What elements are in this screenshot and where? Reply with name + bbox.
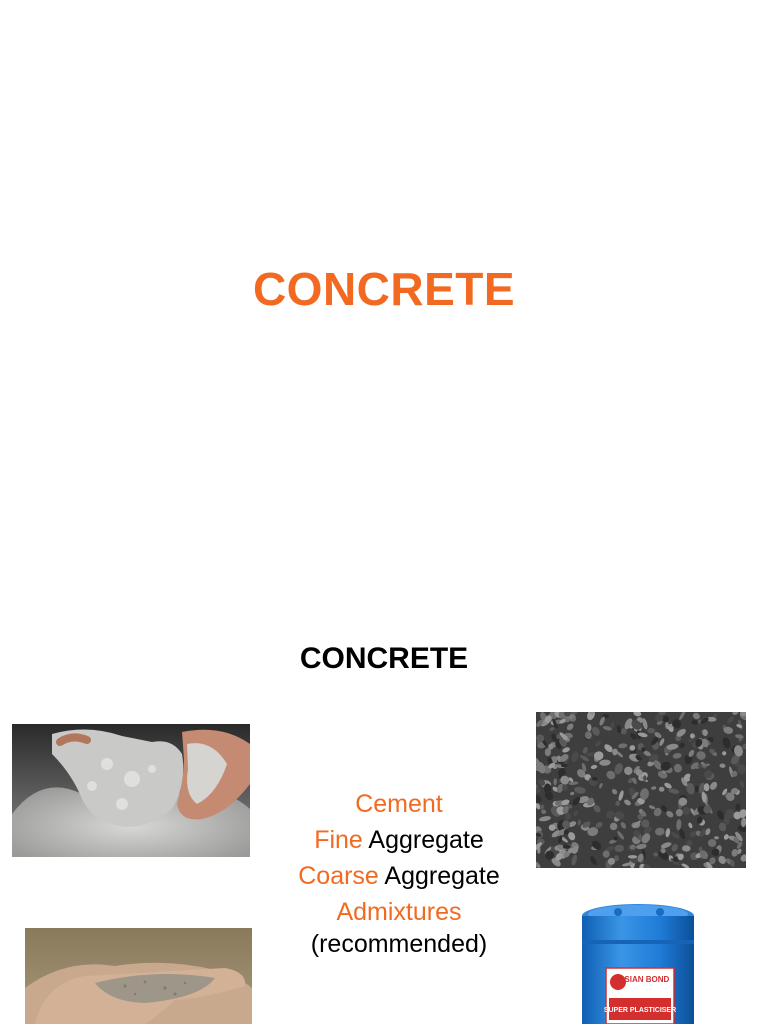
admixture-drum-image	[572, 902, 704, 1024]
ingredient-coarse-aggregate: Coarse Aggregate	[298, 862, 500, 890]
gravel-stone	[699, 847, 702, 852]
cement-powder-hands-image	[12, 724, 250, 857]
coarse-aggregate-gravel-image	[536, 712, 746, 868]
drum-brand-label: ASIAN BOND	[618, 975, 670, 984]
ingredient-cement: Cement	[355, 790, 443, 818]
slide-heading: CONCRETE	[299, 642, 469, 675]
gravel-stone	[647, 728, 655, 733]
drum-product-label: SUPER PLASTICISER	[603, 1007, 677, 1014]
fine-aggregate-sand-hand-image	[25, 928, 252, 1024]
ingredient-admixtures: Admixtures	[336, 898, 462, 926]
gravel-stone	[704, 783, 710, 791]
slide-title: CONCRETE	[252, 263, 516, 315]
gravel-stone	[691, 720, 698, 725]
gravel-stone	[663, 716, 669, 723]
admixtures-note: (recommended)	[310, 930, 488, 958]
ingredient-list	[268, 786, 530, 962]
content-slide	[0, 576, 768, 1024]
ingredient-fine-aggregate: Fine Aggregate	[314, 826, 484, 854]
